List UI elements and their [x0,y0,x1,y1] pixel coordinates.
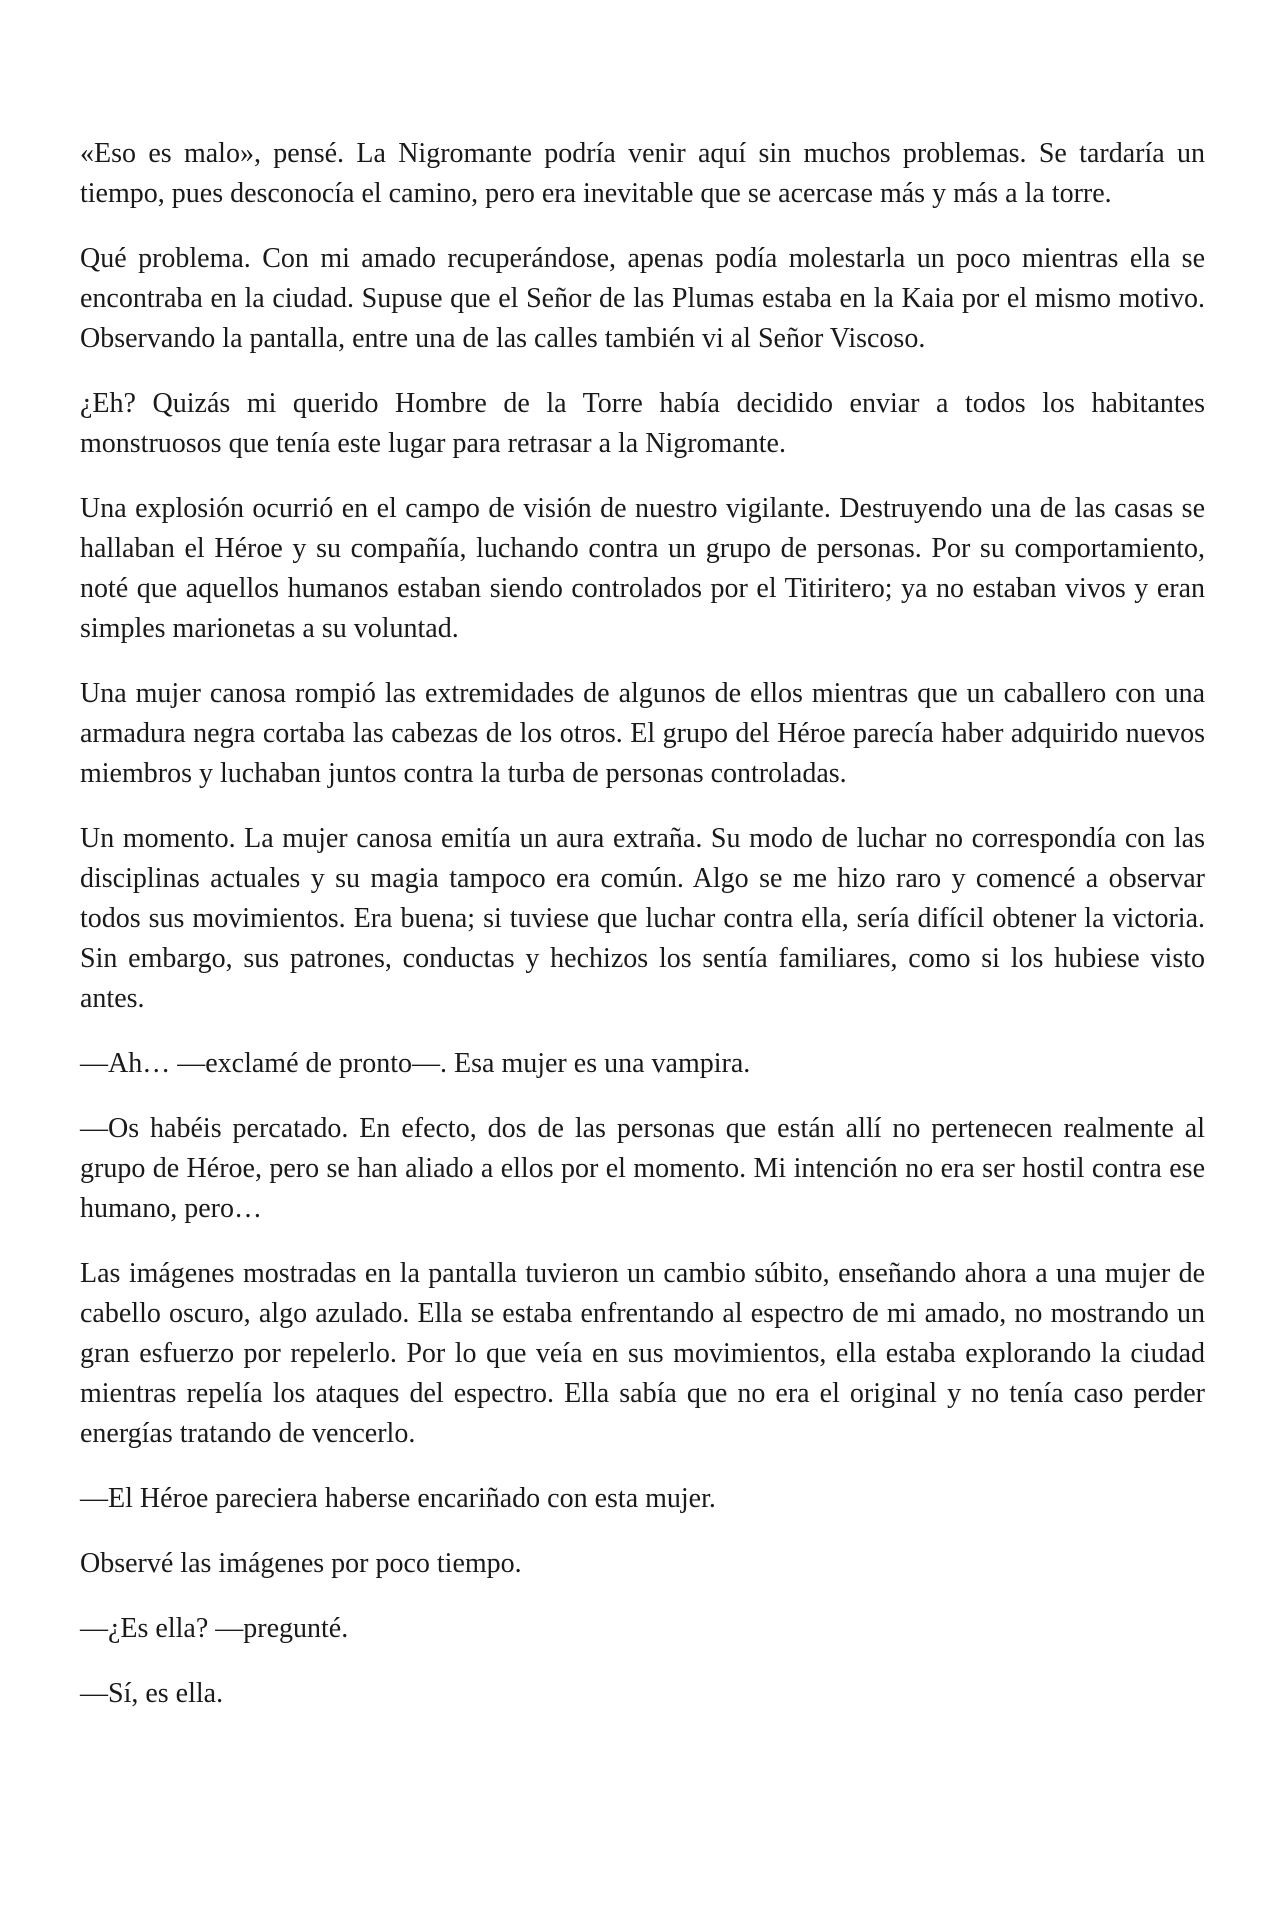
paragraph: ¿Eh? Quizás mi querido Hombre de la Torre había decidido enviar a todos los habitantes monstruosos que tenía este lugar para retrasar a la Nigromante. [80,388,1205,459]
dialogue-line: —¿Es ella? —pregunté. [80,1613,349,1644]
paragraph: Un momento. La mujer canosa emitía un aura extraña. Su modo de luchar no correspondía con las disciplinas actuales y su magia tampoco era común. Algo se me hizo raro y comencé a observar todos sus movimientos. Era buena; si tuviese que luchar contra ella, sería difícil obtener la victoria. Sin embargo, sus patrones, conductas y hechizos los sentía familiares, como si los hubiese visto antes. [80,823,1205,1014]
paragraph: Las imágenes mostradas en la pantalla tuvieron un cambio súbito, enseñando ahora a una mujer de cabello oscuro, algo azulado. Ella se estaba enfrentando al espectro de mi amado, no mostrando un gran esfuerzo por repelerlo. Por lo que veía en sus movimientos, ella estaba explorando la ciudad mientras repelía los ataques del espectro. Ella sabía que no era el original y no tenía caso perder energías tratando de vencerlo. [80,1258,1205,1449]
dialogue-paragraph: —Os habéis percatado. En efecto, dos de las personas que están allí no pertenecen realmente al grupo de Héroe, pero se han aliado a ellos por el momento. Mi intención no era ser hostil contra ese humano, pero… [80,1113,1205,1224]
paragraph: Una explosión ocurrió en el campo de visión de nuestro vigilante. Destruyendo una de las casas se hallaban el Héroe y su compañía, luchando contra un grupo de personas. Por su comportamiento, noté que aquellos humanos estaban siendo controlados por el Titiritero; ya no estaban vivos y eran simples marionetas a su voluntad. [80,493,1205,644]
paragraph: Una mujer canosa rompió las extremidades de algunos de ellos mientras que un caballero con una armadura negra cortaba las cabezas de los otros. El grupo del Héroe parecía haber adquirido nuevos miembros y luchaban juntos contra la turba de personas controladas. [80,678,1205,789]
document-page [80,134,1205,1739]
paragraph: Qué problema. Con mi amado recuperándose, apenas podía molestarla un poco mientras ella se encontraba en la ciudad. Supuse que el Señor de las Plumas estaba en la Kaia por el mismo motivo. Observando la pantalla, entre una de las calles también vi al Señor Viscoso. [80,243,1205,354]
paragraph: «Eso es malo», pensé. La Nigromante podría venir aquí sin muchos problemas. Se tardaría un tiempo, pues desconocía el camino, pero era inevitable que se acercase más y más a la torre. [80,138,1205,209]
dialogue-line: —Sí, es ella. [80,1678,224,1709]
paragraph: Observé las imágenes por poco tiempo. [80,1548,522,1579]
dialogue-line: —El Héroe pareciera haberse encariñado con esta mujer. [80,1483,716,1514]
dialogue-line: —Ah… —exclamé de pronto—. Esa mujer es una vampira. [80,1048,751,1079]
